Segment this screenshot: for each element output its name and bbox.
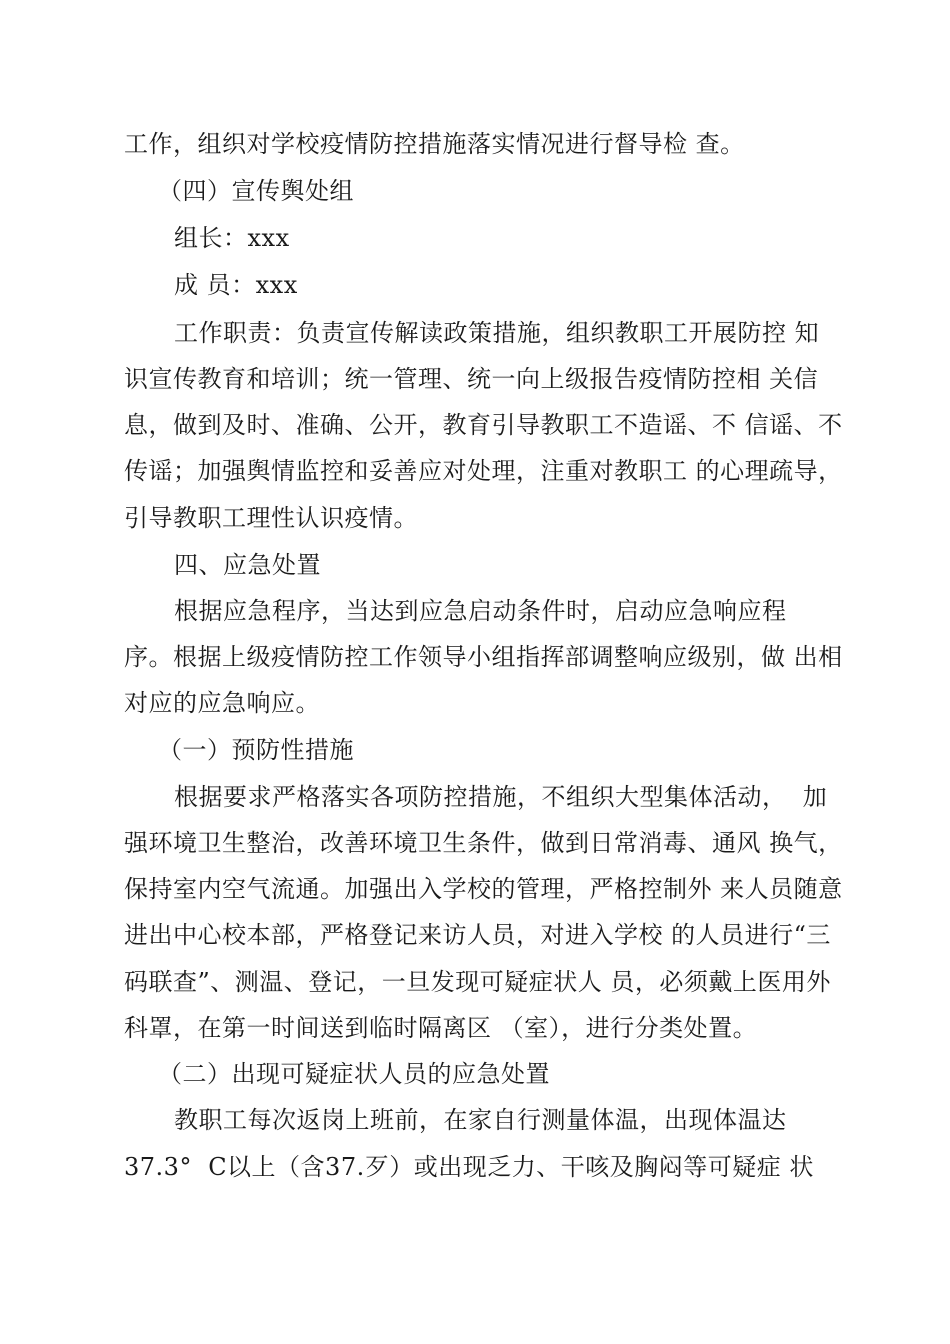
paragraph-line: 根据应急程序，当达到应急启动条件时，启动应急响应程: [174, 597, 787, 625]
section-heading: 四、应急处置: [174, 551, 321, 579]
paragraph-line: 识宣传教育和培训；统一管理、统一向上级报告疫情防控相 关信: [124, 365, 819, 393]
section-heading: （一）预防性措施: [158, 736, 354, 764]
paragraph-line: 根据要求严格落实各项防控措施，不组织大型集体活动， 加: [174, 783, 828, 811]
paragraph-line: 科罩，在第一时间送到临时隔离区 （室），进行分类处置。: [124, 1014, 758, 1042]
section-heading: （四）宣传舆处组: [158, 177, 354, 205]
paragraph-line: 强环境卫生整治，改善环境卫生条件，做到日常消毒、通风 换气，: [124, 829, 843, 857]
paragraph-line: 息，做到及时、准确、公开，教育引导教职工不造谣、不 信谣、不: [124, 411, 843, 439]
paragraph-line: 码联查”、测温、登记，一旦发现可疑症状人 员，必须戴上医用外: [124, 968, 831, 996]
group-leader-line: 组长：xxx: [174, 224, 290, 252]
group-members-line: 成 员：xxx: [174, 271, 298, 299]
paragraph-line: 工作，组织对学校疫情防控措施落实情况进行督导检 查。: [124, 130, 745, 158]
paragraph-line: 引导教职工理性认识疫情。: [124, 504, 418, 532]
paragraph-line: 对应的应急响应。: [124, 689, 320, 717]
paragraph-line: 教职工每次返岗上班前，在家自行测量体温，出现体温达: [174, 1106, 787, 1134]
paragraph-line: 37.3° C以上（含37.歹）或出现乏力、干咳及胸闷等可疑症 状: [124, 1153, 814, 1181]
section-heading: （二）出现可疑症状人员的应急处置: [158, 1060, 550, 1088]
paragraph-line: 进出中心校本部，严格登记来访人员，对进入学校 的人员进行“三: [124, 921, 831, 949]
paragraph-line: 工作职责：负责宣传解读政策措施，组织教职工开展防控 知: [174, 319, 820, 347]
paragraph-line: 传谣；加强舆情监控和妥善应对处理，注重对教职工 的心理疏导，: [124, 457, 843, 485]
paragraph-line: 序。根据上级疫情防控工作领导小组指挥部调整响应级别，做 出相: [124, 643, 843, 671]
paragraph-line: 保持室内空气流通。加强出入学校的管理，严格控制外 来人员随意: [124, 875, 843, 903]
